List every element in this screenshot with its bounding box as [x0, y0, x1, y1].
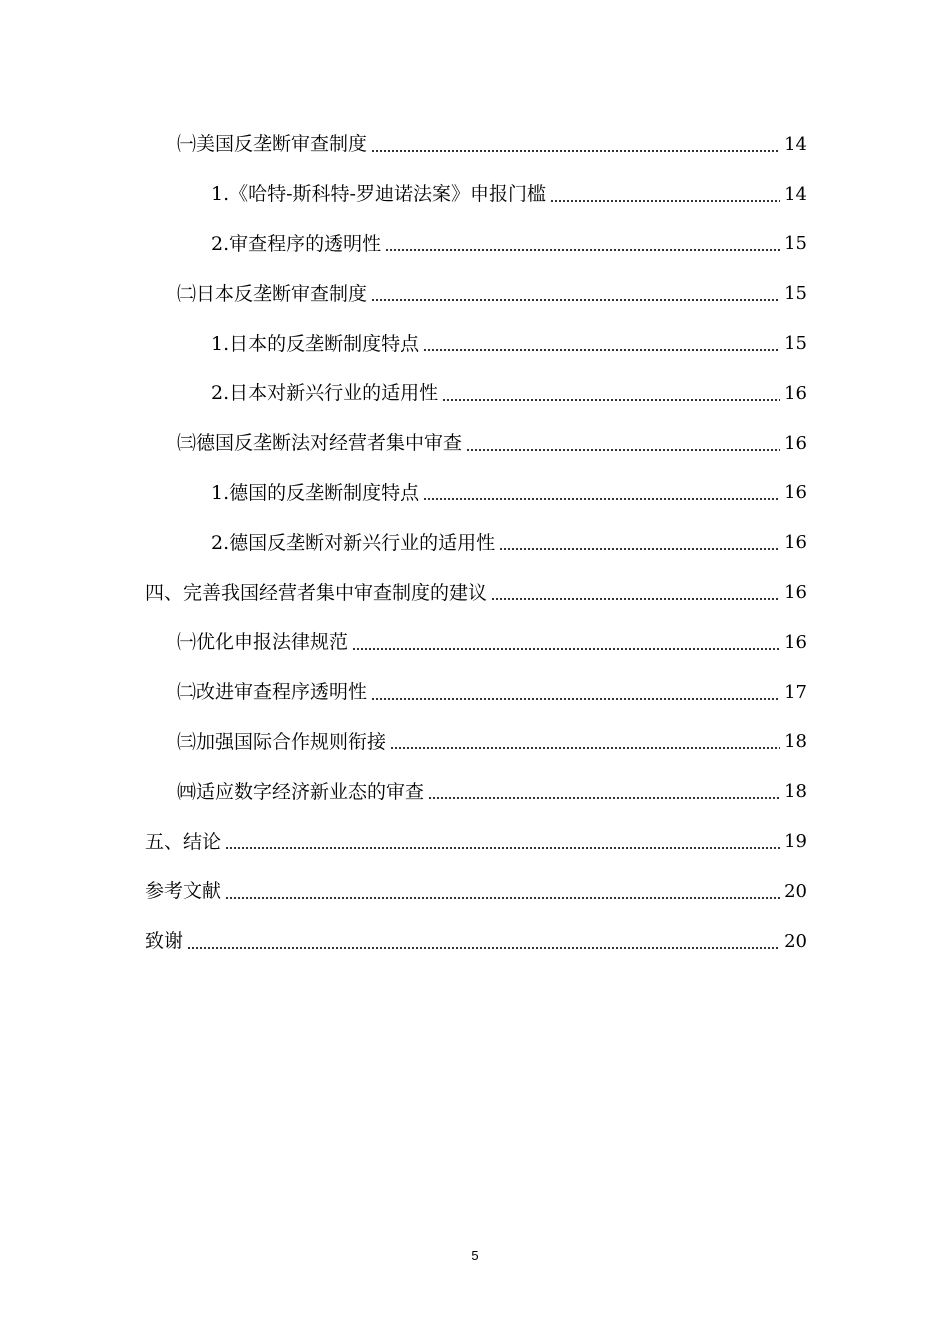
toc-dot-leader — [550, 200, 780, 202]
toc-entry-title: ㈠美国反垄断审查制度 — [177, 133, 368, 156]
toc-entry[interactable] — [145, 269, 807, 319]
toc-entry-title: 五、结论 — [145, 830, 222, 853]
toc-entry-page: 16 — [784, 482, 807, 504]
toc-entry-title: 1.德国的反垄断制度特点 — [211, 481, 420, 504]
toc-entry-title: ㈡日本反垄断审查制度 — [177, 282, 368, 305]
toc-dot-leader — [442, 399, 780, 401]
toc-entry-page: 20 — [784, 930, 807, 952]
toc-dot-leader — [225, 847, 780, 849]
toc-entry[interactable] — [145, 718, 807, 768]
toc-entry[interactable] — [145, 817, 807, 867]
toc-dot-leader — [390, 747, 780, 749]
toc-dot-leader — [428, 797, 780, 799]
toc-entry-page: 18 — [784, 781, 807, 803]
toc-entry-page: 16 — [784, 631, 807, 653]
toc-entry-title: ㈡改进审查程序透明性 — [177, 681, 368, 704]
toc-entry-page: 15 — [784, 283, 807, 305]
toc-entry-page: 16 — [784, 382, 807, 404]
toc-entry[interactable] — [145, 618, 807, 668]
toc-entry[interactable] — [145, 568, 807, 618]
toc-dot-leader — [499, 548, 780, 550]
toc-dot-leader — [371, 299, 780, 301]
toc-entry[interactable] — [145, 469, 807, 519]
toc-dot-leader — [385, 249, 780, 251]
toc-entry[interactable] — [145, 767, 807, 817]
toc-entry[interactable] — [145, 867, 807, 917]
toc-dot-leader — [187, 947, 780, 949]
table-of-contents — [145, 120, 807, 967]
toc-entry-page: 17 — [784, 681, 807, 703]
toc-dot-leader — [423, 349, 780, 351]
toc-entry-title: 2.审查程序的透明性 — [211, 232, 382, 255]
toc-entry-page: 19 — [784, 831, 807, 853]
toc-entry-title: ㈢德国反垄断法对经营者集中审查 — [177, 432, 463, 455]
toc-entry[interactable] — [145, 170, 807, 220]
toc-entry-page: 20 — [784, 880, 807, 902]
toc-entry-title: 1.《哈特-斯科特-罗迪诺法案》申报门槛 — [211, 183, 546, 206]
page-number: 5 — [471, 1248, 479, 1263]
toc-entry-page: 14 — [784, 183, 807, 205]
toc-dot-leader — [352, 648, 780, 650]
toc-entry[interactable] — [145, 319, 807, 369]
toc-dot-leader — [466, 449, 780, 451]
toc-dot-leader — [423, 498, 780, 500]
toc-entry[interactable] — [145, 518, 807, 568]
toc-entry-title: ㈣适应数字经济新业态的审查 — [177, 780, 425, 803]
toc-entry-title: 1.日本的反垄断制度特点 — [211, 332, 420, 355]
toc-entry-title: 2.德国反垄断对新兴行业的适用性 — [211, 531, 496, 554]
toc-dot-leader — [371, 698, 780, 700]
toc-entry-page: 16 — [784, 532, 807, 554]
toc-dot-leader — [371, 150, 780, 152]
toc-entry-page: 16 — [784, 582, 807, 604]
toc-entry-page: 16 — [784, 432, 807, 454]
toc-entry[interactable] — [145, 917, 807, 967]
toc-entry[interactable] — [145, 369, 807, 419]
toc-entry-title: 2.日本对新兴行业的适用性 — [211, 382, 439, 405]
toc-entry[interactable] — [145, 120, 807, 170]
toc-entry[interactable] — [145, 419, 807, 469]
toc-entry-page: 15 — [784, 333, 807, 355]
toc-entry-title: 四、完善我国经营者集中审查制度的建议 — [145, 581, 488, 604]
toc-entry-page: 15 — [784, 233, 807, 255]
toc-dot-leader — [225, 897, 780, 899]
toc-entry[interactable] — [145, 668, 807, 718]
toc-entry-title: ㈢加强国际合作规则衔接 — [177, 730, 387, 753]
toc-entry-title: ㈠优化申报法律规范 — [177, 631, 349, 654]
toc-entry-page: 14 — [784, 133, 807, 155]
toc-dot-leader — [491, 598, 780, 600]
toc-entry-title: 致谢 — [145, 930, 184, 953]
toc-entry-page: 18 — [784, 731, 807, 753]
toc-entry[interactable] — [145, 220, 807, 270]
toc-entry-title: 参考文献 — [145, 880, 222, 903]
